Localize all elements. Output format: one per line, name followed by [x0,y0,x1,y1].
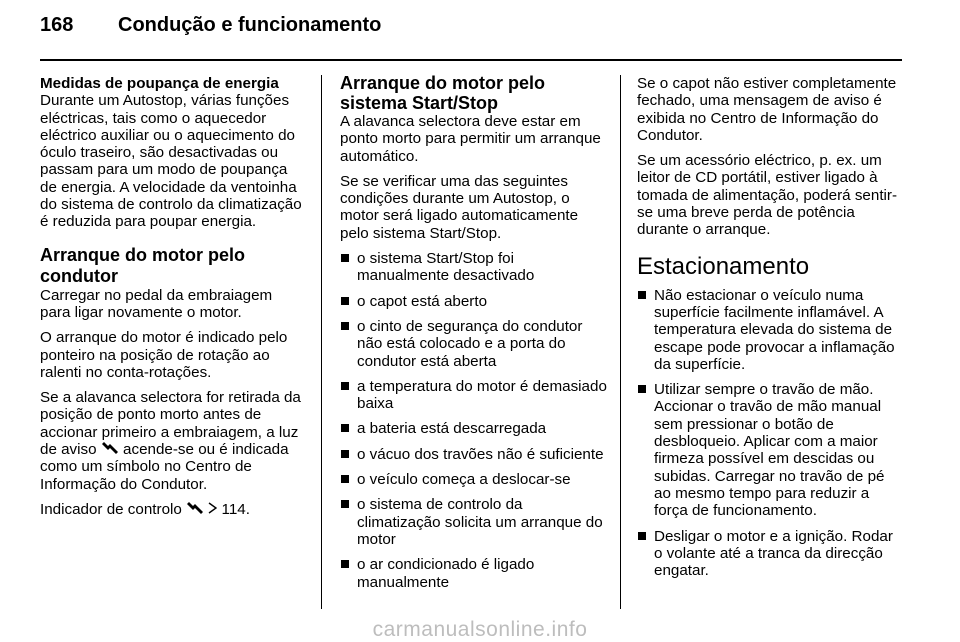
column-divider-2 [620,75,621,609]
bullet-icon [341,382,349,390]
list-item: a temperatura do motor é demasiado baixa [340,378,608,413]
list-item: o ar condicionado é ligado manualmente [340,556,608,591]
paragraph-clutch: Carregar no pedal da embraiagem para ligar novamente o motor. [40,286,273,321]
watermark: carmanualsonline.info [372,618,588,641]
bullet-icon [638,385,646,393]
bullet-icon [341,424,349,432]
engine-start-stop-warning-icon [101,442,119,456]
column-2 [340,75,608,599]
control-indicator-text: Indicador de controlo [40,500,182,518]
paragraph-selector-neutral: A alavanca selectora deve estar em ponto morto para permitir um arranque automático. [340,113,601,165]
list-item: o capot está aberto [340,293,608,310]
heading-driver-start: Arranque do motor pelo condutor [40,244,246,286]
bullet-icon [341,560,349,568]
bullet-icon [341,297,349,305]
paragraph-power-loss: Se um acessório eléctrico, p. ex. um leitor de CD portátil, estiver ligado à tomada de alimentação, poderá sentir-se uma breve perda de potência durante o arranque. [637,152,898,239]
bullet-icon [638,291,646,299]
bullet-icon [341,254,349,262]
paragraph-conditions: Se se verificar uma das seguintes condições durante um Autostop, o motor será ligado automaticamente pelo sistema Start/Stop. [340,172,579,242]
column-1 [40,75,304,526]
bullet-icon [341,475,349,483]
paragraph-tachometer: O arranque do motor é indicado pelo ponteiro na posição de rotação ao ralenti no conta-rotações. [40,329,288,381]
running-title: Condução e funcionamento [118,14,382,36]
warning-text-b: acende-se ou é indicada como um símbolo no Centro de Informação do Condutor. [40,441,289,493]
bullet-icon [341,450,349,458]
list-item: Desligar o motor e a ignição. Rodar o volante até a tranca da direcção engatar. [637,528,903,580]
paragraph-control-indicator [40,501,304,518]
column-divider-1 [321,75,322,609]
page-number: 168 [40,14,74,36]
list-item: o veículo começa a deslocar-se [340,471,608,488]
paragraph-energy-saving: Durante um Autostop, várias funções eléctricas, tais como o aquecedor eléctrico auxiliar ou o aquecimento do óculo traseiro, são desactivadas ou passam para um modo de poupança de energia. A velocidade da ventoinha do sistema de controlo da climatização é reduzida para poupar energia. [40,92,302,231]
paragraph-bonnet-warning: Se o capot não estiver completamente fechado, uma mensagem de aviso é exibida no Centro de Informação do Condutor. [637,75,897,144]
page-reference-arrow-icon [208,502,217,516]
heading-parking: Estacionamento [637,252,810,280]
list-item: o vácuo dos travões não é suficiente [340,446,608,463]
column-3 [637,75,903,587]
list-item: o cinto de segurança do condutor não está colocado e a porta do condutor está aberta [340,318,608,370]
header-rule [40,59,902,61]
list-item: Utilizar sempre o travão de mão. Accionar o travão de mão manual sem pressionar o botão de desbloqueio. Aplicar com a maior firmeza possível em descidas ou subidas. Carregar no travão de pé ao mesmo tempo para reduzir a força de funcionamento. [637,381,903,519]
page-reference-link[interactable]: 114. [221,500,250,518]
list-item: Não estacionar o veículo numa superfície facilmente inflamável. A temperatura elevada do sistema de escape pode provocar a inflamação da superfície. [637,287,903,373]
list-item: o sistema Start/Stop foi manualmente desactivado [340,250,608,285]
heading-energy-saving: Medidas de poupança de energia [40,75,279,92]
bullet-icon [341,500,349,508]
bullet-icon [638,532,646,540]
paragraph-warning-light [40,389,304,493]
bullet-icon [341,322,349,330]
list-item: a bateria está descarregada [340,420,608,437]
list-item: o sistema de controlo da climatização solicita um arranque do motor [340,496,608,548]
conditions-list [340,250,608,591]
heading-start-stop-system: Arranque do motor pelo sistema Start/Stop [340,73,546,113]
parking-list [637,287,903,580]
engine-start-stop-indicator-icon [186,502,204,516]
page-header [40,14,381,50]
warning-text-a: Se a alavanca selectora for retirada da posição de ponto morto antes de accionar primeiro a embraiagem, a luz de aviso [40,389,301,459]
